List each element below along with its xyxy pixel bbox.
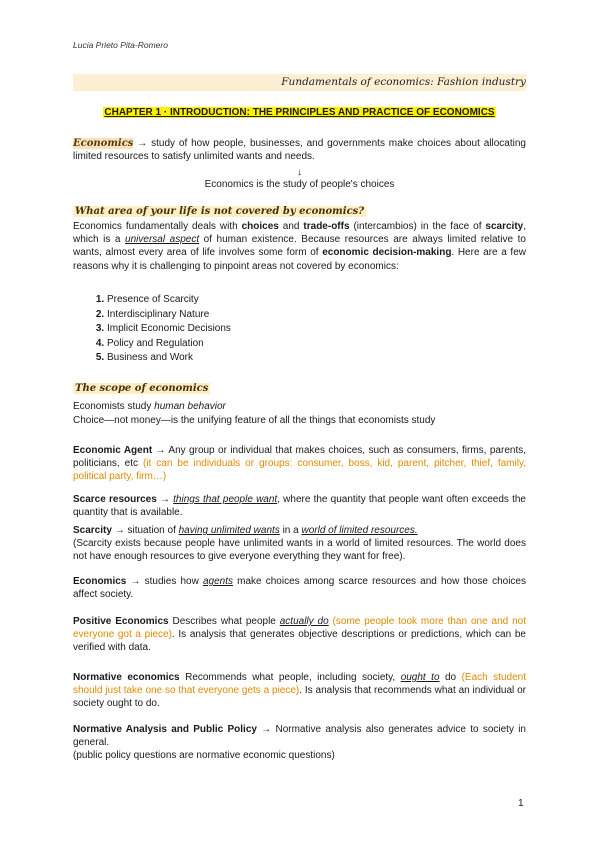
scarce-resources-paragraph: Scarce resources → things that people want, where the quantity that people want often exceeds the quantity that is available. [73, 494, 526, 519]
scarcity-paragraph: Scarcity → situation of having unlimited wants in a world of limited resources. [73, 525, 418, 536]
down-arrow: ↓ [297, 167, 302, 178]
chapter-title: CHAPTER 1 · INTRODUCTION: THE PRINCIPLES AND PRACTICE OF ECONOMICS [104, 107, 495, 118]
course-title: Fundamentals of economics: Fashion industry [73, 74, 526, 91]
page-number: 1 [518, 798, 524, 809]
scope-line-1: Economists study human behavior [73, 401, 226, 412]
public-policy-paragraph: Normative Analysis and Public Policy → Normative analysis also generates advice to society in general. [73, 724, 526, 749]
reasons-list [73, 293, 526, 366]
list-item: 4. Policy and Regulation [107, 337, 526, 352]
intro-summary: Economics is the study of people's choices [204, 179, 395, 190]
section-heading-area: What area of your life is not covered by economics? [75, 206, 365, 217]
list-item: 5. Business and Work [107, 351, 526, 366]
scarcity-note: (Scarcity exists because people have unlimited wants in a world of limited resources. The world does not have enough resources to give everyone everything they want for free). [73, 538, 526, 563]
public-policy-note: (public policy questions are normative economic questions) [73, 750, 335, 761]
list-item: 1. Presence of Scarcity [107, 293, 526, 308]
term-economics: Economics [73, 138, 134, 149]
list-item: 2. Interdisciplinary Nature [107, 308, 526, 323]
normative-economics-paragraph: Normative economics Recommends what people, including society, ought to do (Each student should just take one so that everyone gets a piece). Is analysis that recommends what an individual or society ought to do. [73, 672, 526, 710]
list-item: 3. Implicit Economic Decisions [107, 322, 526, 337]
positive-economics-paragraph: Positive Economics Describes what people actually do (some people took more than one and not everyone got a piece). Is analysis that generates objective descriptions or predictions, which can be verified with data. [73, 616, 526, 654]
area-paragraph: Economics fundamentally deals with choices and trade-offs (intercambios) in the face of scarcity, which is a universal aspect of human existence. Because resources are always limited relative to wants, almost every area of life involves some form of economic decision-making. Here are a few reasons why it is challenging to pinpoint areas not covered by economics: [73, 221, 526, 272]
section-heading-scope: The scope of economics [75, 383, 209, 394]
author-name: Lucia Prieto Pita-Romero [73, 40, 168, 50]
economic-agent-paragraph: Economic Agent → Any group or individual that makes choices, such as consumers, firms, parents, politicians, etc (it can be individuals or groups: consumer, boss, kid, parent, pitcher, thief, family, political party, firm…) [73, 445, 526, 483]
scope-line-2: Choice—not money—is the unifying feature of all the things that economists study [73, 415, 436, 426]
intro-paragraph: Economics → study of how people, businesses, and governments make choices about allocating limited resources to satisfy unlimited wants and needs. [73, 138, 526, 163]
economics-paragraph: Economics → studies how agents make choices among scarce resources and how those choices affect society. [73, 576, 526, 601]
